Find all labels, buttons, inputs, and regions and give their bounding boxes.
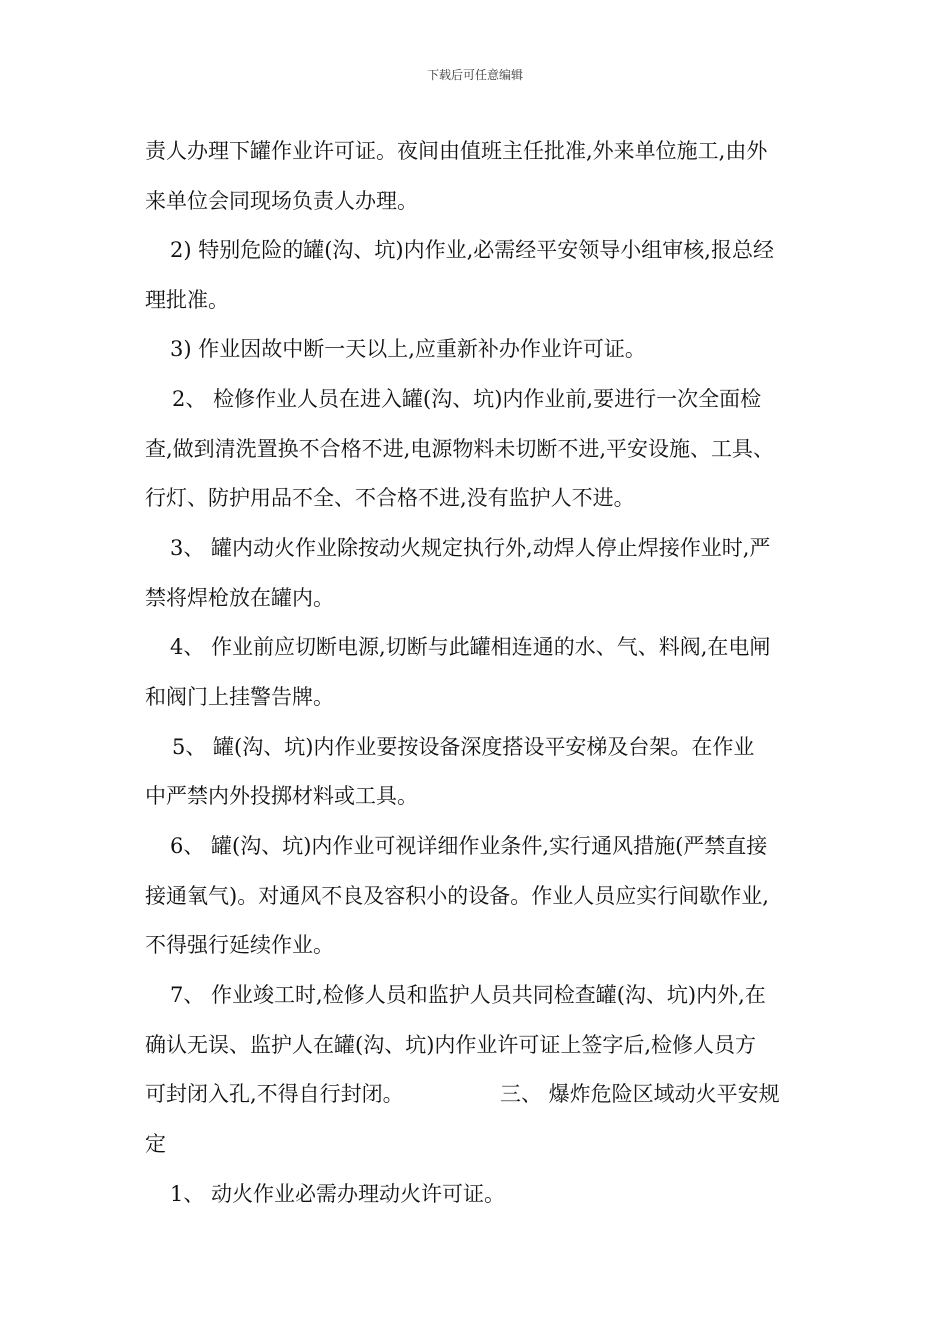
text-line: 7、 作业竣工时,检修人员和监护人员共同检查罐(沟、坑)内外,在 <box>170 983 766 1007</box>
text-line: 行灯、防护用品不全、不合格不进,没有监护人不进。 <box>145 486 635 510</box>
text-line: 和阀门上挂警告牌。 <box>145 685 334 709</box>
text-line: 定 <box>145 1132 166 1156</box>
text-line: 可封闭入孔,不得自行封闭。 <box>145 1082 404 1106</box>
text-line: 6、 罐(沟、坑)内作业可视详细作业条件,实行通风措施(严禁直接 <box>170 834 768 858</box>
text-line: 2) 特别危险的罐(沟、坑)内作业,必需经平安领导小组审核,报总经 <box>170 238 774 262</box>
text-line: 查,做到清洗置换不合格不进,电源物料未切断不进,平安设施、工具、 <box>145 437 775 461</box>
text-line: 2、 检修作业人员在进入罐(沟、坑)内作业前,要进行一次全面检 <box>172 387 762 411</box>
text-line: 来单位会同现场负责人办理。 <box>145 189 418 213</box>
text-line: 责人办理下罐作业许可证。夜间由值班主任批准,外来单位施工,由外 <box>145 139 768 163</box>
text-line: 理批准。 <box>145 288 229 312</box>
text-line: 不得强行延续作业。 <box>145 933 334 957</box>
text-line: 1、 动火作业必需办理动火许可证。 <box>170 1182 506 1206</box>
text-line: 禁将焊枪放在罐内。 <box>145 586 334 610</box>
text-line: 接通氧气)。对通风不良及容积小的设备。作业人员应实行间歇作业, <box>145 884 769 908</box>
text-line: 3) 作业因故中断一天以上,应重新补办作业许可证。 <box>170 337 646 361</box>
text-line: 中严禁内外投掷材料或工具。 <box>145 784 418 808</box>
page-header: 下载后可任意编辑 <box>426 68 523 82</box>
text-line: 确认无误、监护人在罐(沟、坑)内作业许可证上签字后,检修人员方 <box>145 1033 757 1057</box>
text-line: 4、 作业前应切断电源,切断与此罐相连通的水、气、料阀,在电闸 <box>170 635 771 659</box>
text-line: 3、 罐内动火作业除按动火规定执行外,动焊人停止焊接作业时,严 <box>170 536 771 560</box>
section-heading: 三、 爆炸危险区域动火平安规 <box>500 1082 780 1106</box>
text-line: 5、 罐(沟、坑)内作业要按设备深度搭设平安梯及台架。在作业 <box>172 735 755 759</box>
